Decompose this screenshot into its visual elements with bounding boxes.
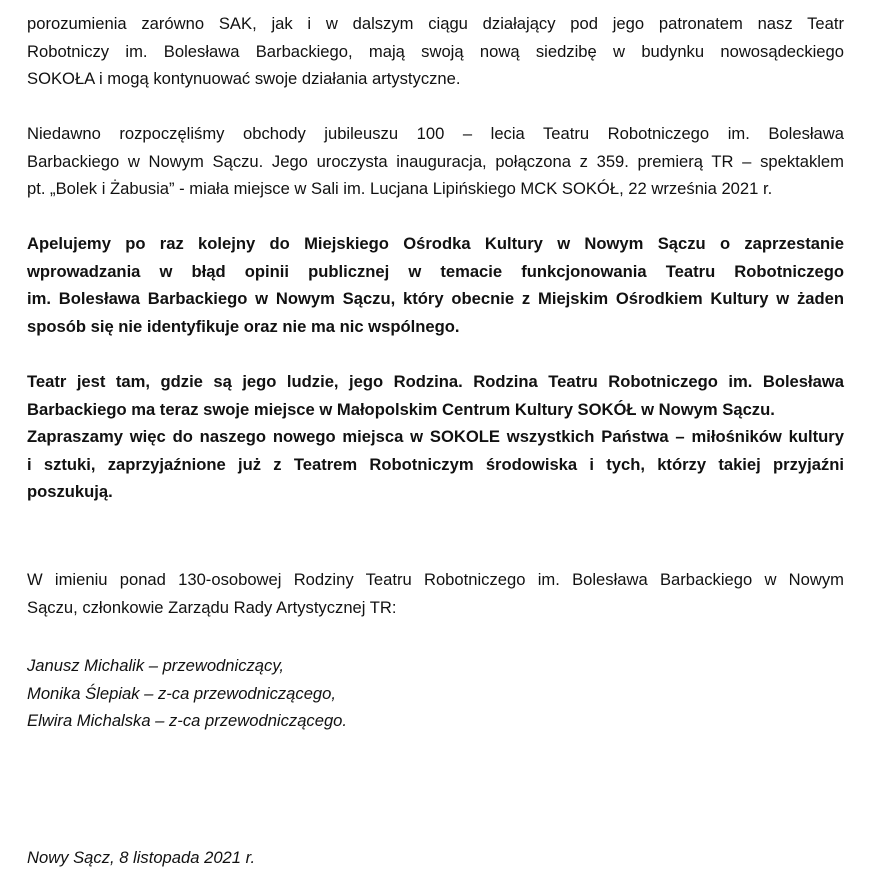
text-line: Barbackiego w Nowym Sączu. Jego uroczysta inauguracja, połączona z 359. premierą TR – spektaklem [27,151,844,171]
date-line: Nowy Sącz, 8 listopada 2021 r. [27,848,256,867]
text-line: Robotniczy im. Bolesława Barbackiego, mają swoją nową siedzibę w budynku nowosądeckiego [27,41,844,61]
text-line: SOKOŁA i mogą kontynuować swoje działania artystyczne. [27,69,461,88]
text-line: i sztuki, zaprzyjaźnione już z Teatrem Robotniczym środowiska i tych, którzy takiej przyjaźni [27,454,844,474]
signatory: Elwira Michalska – z-ca przewodniczącego. [27,711,348,730]
paragraph-agreement [27,10,844,93]
text-line: poszukują. [27,482,113,501]
signatories-list [27,652,347,735]
text-line: im. Bolesława Barbackiego w Nowym Sączu, który obecnie z Miejskim Ośrodkiem Kultury w żaden [27,289,844,308]
text-line: Niedawno rozpoczęliśmy obchody jubileuszu 100 – lecia Teatru Robotniczego im. Bolesława [27,124,844,143]
text-line: sposób się nie identyfikuje oraz nie ma nic wspólnego. [27,316,460,336]
text-line: Sączu, członkowie Zarządu Rady Artystycznej TR: [27,597,397,617]
paragraph-signature-intro [27,566,844,621]
paragraph-invitation [27,368,844,506]
text-line: Zapraszamy więc do naszego nowego miejsca w SOKOLE wszystkich Państwa – miłośników kultury [27,427,844,446]
text-line: W imieniu ponad 130-osobowej Rodziny Teatru Robotniczego im. Bolesława Barbackiego w Nowym [27,570,844,589]
text-line: Teatr jest tam, gdzie są jego ludzie, jego Rodzina. Rodzina Teatru Robotniczego im. Bolesława [27,372,844,391]
text-line: wprowadzania w błąd opinii publicznej w temacie funkcjonowania Teatru Robotniczego [27,261,844,281]
text-line: Apelujemy po raz kolejny do Miejskiego Ośrodka Kultury w Nowym Sączu o zaprzestanie [27,234,844,253]
text-line: Barbackiego ma teraz swoje miejsce w Małopolskim Centrum Kultury SOKÓŁ w Nowym Sączu. [27,399,775,419]
paragraph-appeal [27,230,844,340]
signatory: Janusz Michalik – przewodniczący, [27,656,285,675]
paragraph-jubilee [27,120,844,203]
signatory: Monika Ślepiak – z-ca przewodniczącego, [27,683,336,703]
text-line: porozumienia zarówno SAK, jak i w dalszym ciągu działający pod jego patronatem nasz Teatr [27,14,844,33]
text-line: pt. „Bolek i Żabusia” - miała miejsce w Sali im. Lucjana Lipińskiego MCK SOKÓŁ, 22 września 2021 r. [27,179,773,198]
